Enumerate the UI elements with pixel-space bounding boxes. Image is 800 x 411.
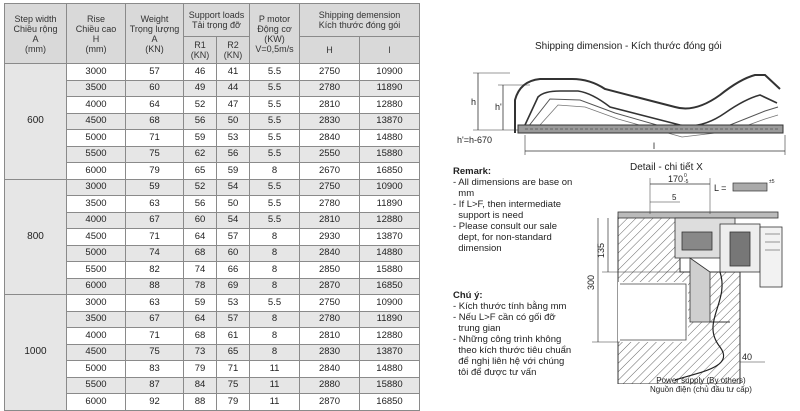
dim-40-label: 40	[742, 352, 753, 362]
table-cell: 44	[217, 80, 250, 97]
table-cell: 60	[184, 212, 217, 229]
table-cell: 13870	[360, 113, 420, 130]
table-cell: 5.5	[250, 196, 300, 213]
table-cell: 54	[217, 179, 250, 196]
dim-h-eq-label: h'=h-670	[457, 135, 492, 145]
remark-item: - All dimensions are base on	[453, 177, 573, 188]
table-cell: 5.5	[250, 113, 300, 130]
table-cell: 52	[184, 179, 217, 196]
table-cell: 16850	[360, 278, 420, 295]
note-item: - Nếu L>F cần có gối đỡ	[453, 312, 556, 323]
table-cell: 16850	[360, 163, 420, 180]
table-cell: 2750	[300, 64, 360, 81]
header-r1: R1 (KN)	[184, 37, 217, 64]
table-cell: 65	[184, 163, 217, 180]
table-cell: 5000	[67, 245, 126, 262]
table-cell: 12880	[360, 328, 420, 345]
table-cell: 75	[126, 146, 184, 163]
table-row	[5, 245, 420, 262]
table-cell: 2810	[300, 328, 360, 345]
dim-5-label: 5	[672, 193, 677, 202]
table-cell: 5500	[67, 377, 126, 394]
table-cell: 79	[126, 163, 184, 180]
table-cell: 53	[217, 295, 250, 312]
header-weight: Weight Trọng lượng A (KN)	[126, 4, 184, 64]
table-cell: 8	[250, 311, 300, 328]
table-cell: 11	[250, 394, 300, 411]
table-cell: 2750	[300, 179, 360, 196]
header-p-motor: P motor Động cơ (KW) V=0,5m/s	[250, 4, 300, 64]
table-cell: 11	[250, 361, 300, 378]
table-cell: 5.5	[250, 64, 300, 81]
dim-135-label: 135	[596, 242, 606, 258]
step-width-cell: 600	[5, 64, 67, 180]
table-cell: 2810	[300, 212, 360, 229]
table-cell: 6000	[67, 163, 126, 180]
table-cell: 71	[126, 130, 184, 147]
table-cell: 3500	[67, 196, 126, 213]
table-cell: 14880	[360, 130, 420, 147]
table-cell: 12880	[360, 97, 420, 114]
table-cell: 2550	[300, 146, 360, 163]
table-row	[5, 113, 420, 130]
table-cell: 8	[250, 328, 300, 345]
table-cell: 12880	[360, 212, 420, 229]
header-l: l	[360, 37, 420, 64]
remark-item: dimension	[453, 243, 502, 254]
table-row	[5, 377, 420, 394]
table-cell: 63	[126, 295, 184, 312]
table-cell: 4500	[67, 229, 126, 246]
table-cell: 2780	[300, 311, 360, 328]
header-step-width: Step width Chiều rộng A (mm)	[5, 4, 67, 64]
table-cell: 4500	[67, 344, 126, 361]
table-cell: 13870	[360, 344, 420, 361]
header-shipping: Shipping demension Kích thước đóng gói	[300, 4, 420, 37]
header-r2: R2 (KN)	[217, 37, 250, 64]
remark-title: Remark:	[453, 166, 492, 177]
table-cell: 73	[184, 344, 217, 361]
table-cell: 88	[126, 278, 184, 295]
table-cell: 79	[184, 361, 217, 378]
table-cell: 8	[250, 344, 300, 361]
dim-170-tol-low: -5	[684, 179, 689, 185]
table-cell: 14880	[360, 245, 420, 262]
header-support-loads: Support loads Tải trọng đỡ	[184, 4, 250, 37]
table-cell: 5.5	[250, 130, 300, 147]
table-cell: 60	[126, 80, 184, 97]
note-item: để nghị liên hệ với chúng	[453, 356, 565, 367]
shipping-diagram	[440, 55, 800, 165]
table-cell: 10900	[360, 64, 420, 81]
table-cell: 11890	[360, 196, 420, 213]
table-cell: 8	[250, 163, 300, 180]
table-cell: 71	[126, 328, 184, 345]
l-box	[733, 183, 767, 191]
table-cell: 59	[184, 295, 217, 312]
table-cell: 75	[126, 344, 184, 361]
shipping-title: Shipping dimension - Kích thước đóng gói	[535, 41, 722, 52]
table-cell: 57	[217, 311, 250, 328]
table-cell: 6000	[67, 394, 126, 411]
table-cell: 57	[126, 64, 184, 81]
note-item: - Kích thước tính bằng mm	[453, 301, 567, 312]
note-item: tôi để được tư vấn	[453, 367, 537, 378]
table-cell: 53	[217, 130, 250, 147]
detail-title: Detail - chi tiết X	[630, 162, 703, 173]
table-cell: 5500	[67, 146, 126, 163]
table-row	[5, 394, 420, 411]
remark-item: - Please consult our sale	[453, 221, 558, 232]
table-cell: 49	[184, 80, 217, 97]
table-cell: 75	[217, 377, 250, 394]
dim-300-label: 300	[586, 274, 596, 290]
table-cell: 5000	[67, 130, 126, 147]
detail-diagram	[580, 172, 798, 384]
table-cell: 8	[250, 245, 300, 262]
table-cell: 2780	[300, 196, 360, 213]
table-row	[5, 130, 420, 147]
table-body	[5, 64, 420, 411]
table-row	[5, 311, 420, 328]
note-item: theo kích thước tiêu chuẩn	[453, 345, 572, 356]
table-cell: 13870	[360, 229, 420, 246]
table-cell: 5500	[67, 262, 126, 279]
table-cell: 78	[184, 278, 217, 295]
table-row	[5, 179, 420, 196]
table-cell: 62	[184, 146, 217, 163]
table-cell: 2670	[300, 163, 360, 180]
table-cell: 5.5	[250, 179, 300, 196]
table-cell: 5000	[67, 361, 126, 378]
table-row	[5, 229, 420, 246]
table-cell: 56	[217, 146, 250, 163]
table-cell: 11	[250, 377, 300, 394]
table-row	[5, 278, 420, 295]
note-item: trung gian	[453, 323, 501, 334]
table-cell: 56	[184, 113, 217, 130]
table-cell: 71	[217, 361, 250, 378]
specification-table	[4, 3, 420, 411]
table-cell: 68	[184, 245, 217, 262]
table-row	[5, 163, 420, 180]
table-cell: 14880	[360, 361, 420, 378]
table-cell: 46	[184, 64, 217, 81]
table-cell: 2780	[300, 80, 360, 97]
table-row	[5, 64, 420, 81]
table-row	[5, 146, 420, 163]
table-cell: 5.5	[250, 80, 300, 97]
table-cell: 16850	[360, 394, 420, 411]
table-cell: 3500	[67, 311, 126, 328]
table-cell: 61	[217, 328, 250, 345]
dim-l-tol: ±5	[769, 179, 775, 185]
table-cell: 5.5	[250, 97, 300, 114]
table-cell: 11890	[360, 80, 420, 97]
table-cell: 67	[126, 212, 184, 229]
table-cell: 64	[126, 97, 184, 114]
table-cell: 3000	[67, 64, 126, 81]
table-cell: 83	[126, 361, 184, 378]
table-cell: 59	[126, 179, 184, 196]
table-cell: 4000	[67, 97, 126, 114]
note-title: Chú ý:	[453, 290, 483, 301]
table-cell: 69	[217, 278, 250, 295]
remark-item: - If L>F, then intermediate	[453, 199, 561, 210]
power-supply-label: Power supply (By others) Nguồn điện (chủ đầu tư cấp)	[650, 376, 752, 394]
table-cell: 3000	[67, 179, 126, 196]
remark-item: dept, for non-standard	[453, 232, 552, 243]
table-cell: 82	[126, 262, 184, 279]
table-cell: 2830	[300, 113, 360, 130]
table-cell: 2750	[300, 295, 360, 312]
table-cell: 68	[126, 113, 184, 130]
table-cell: 47	[217, 97, 250, 114]
table-cell: 64	[184, 311, 217, 328]
table-cell: 11890	[360, 311, 420, 328]
table-cell: 3000	[67, 295, 126, 312]
table-row	[5, 97, 420, 114]
table-cell: 65	[217, 344, 250, 361]
step-width-cell: 800	[5, 179, 67, 295]
remark-item: mm	[453, 188, 475, 199]
table-cell: 74	[184, 262, 217, 279]
table-cell: 2840	[300, 245, 360, 262]
header-h: H	[300, 37, 360, 64]
table-cell: 10900	[360, 295, 420, 312]
table-cell: 74	[126, 245, 184, 262]
table-cell: 2870	[300, 278, 360, 295]
dim-h-label: h	[471, 97, 477, 107]
table-cell: 2870	[300, 394, 360, 411]
table-cell: 59	[217, 163, 250, 180]
header-rise: Rise Chiều cao H (mm)	[67, 4, 126, 64]
table-cell: 4000	[67, 328, 126, 345]
table-cell: 63	[126, 196, 184, 213]
table-cell: 2810	[300, 97, 360, 114]
table-cell: 2840	[300, 361, 360, 378]
table-row	[5, 80, 420, 97]
table-row	[5, 196, 420, 213]
dim-170-label: 170	[668, 174, 684, 184]
dim-l-eq-label: L =	[714, 183, 727, 193]
table-cell: 4000	[67, 212, 126, 229]
table-cell: 2930	[300, 229, 360, 246]
table-row	[5, 295, 420, 312]
table-row	[5, 361, 420, 378]
table-cell: 50	[217, 113, 250, 130]
table-cell: 54	[217, 212, 250, 229]
table-cell: 84	[184, 377, 217, 394]
table-cell: 6000	[67, 278, 126, 295]
table-cell: 8	[250, 262, 300, 279]
table-cell: 66	[217, 262, 250, 279]
table-row	[5, 262, 420, 279]
table-cell: 88	[184, 394, 217, 411]
table-cell: 4500	[67, 113, 126, 130]
table-cell: 79	[217, 394, 250, 411]
table-row	[5, 328, 420, 345]
table-cell: 50	[217, 196, 250, 213]
table-cell: 2880	[300, 377, 360, 394]
table-cell: 41	[217, 64, 250, 81]
table-cell: 5.5	[250, 212, 300, 229]
table-cell: 57	[217, 229, 250, 246]
table-cell: 3500	[67, 80, 126, 97]
table-cell: 56	[184, 196, 217, 213]
table-cell: 52	[184, 97, 217, 114]
remark-item: support is need	[453, 210, 524, 221]
table-cell: 2830	[300, 344, 360, 361]
table-cell: 8	[250, 229, 300, 246]
table-cell: 5.5	[250, 295, 300, 312]
table-cell: 8	[250, 278, 300, 295]
table-cell: 15880	[360, 377, 420, 394]
dim-170-tol: 0	[684, 173, 687, 179]
table-cell: 64	[184, 229, 217, 246]
table-cell: 87	[126, 377, 184, 394]
table-cell: 92	[126, 394, 184, 411]
table-cell: 67	[126, 311, 184, 328]
table-cell: 2840	[300, 130, 360, 147]
table-cell: 68	[184, 328, 217, 345]
table-cell: 5.5	[250, 146, 300, 163]
table-cell: 15880	[360, 262, 420, 279]
dim-l-label: l	[653, 141, 655, 151]
table-row	[5, 344, 420, 361]
table-cell: 71	[126, 229, 184, 246]
step-width-cell: 1000	[5, 295, 67, 411]
table-cell: 2850	[300, 262, 360, 279]
table-cell: 59	[184, 130, 217, 147]
dim-h-prime-label: h'	[495, 102, 502, 112]
note-item: - Những công trình không	[453, 334, 562, 345]
table-row	[5, 212, 420, 229]
table-cell: 60	[217, 245, 250, 262]
table-cell: 10900	[360, 179, 420, 196]
table-cell: 15880	[360, 146, 420, 163]
